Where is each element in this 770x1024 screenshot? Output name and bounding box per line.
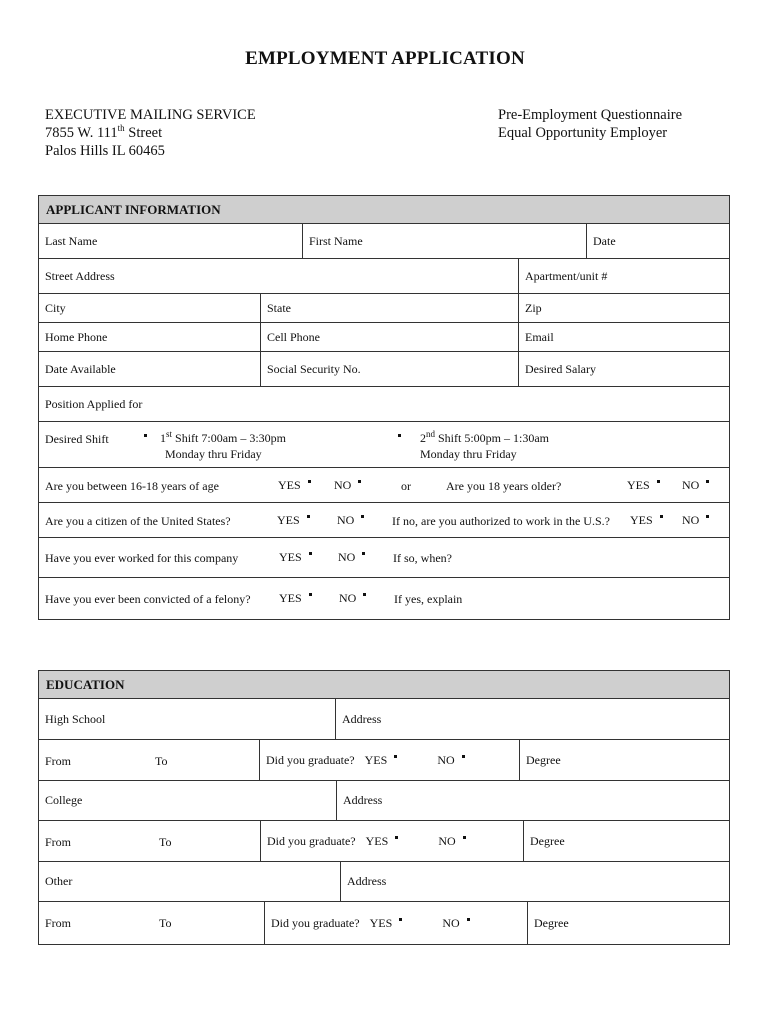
page-title: EMPLOYMENT APPLICATION <box>245 48 525 69</box>
other-address-field[interactable]: Address <box>340 862 729 901</box>
citizen-yes-checkbox <box>307 515 310 518</box>
shift1-days: Monday thru Friday <box>165 447 262 461</box>
date-available-field[interactable]: Date Available <box>45 361 116 376</box>
high-school-field[interactable]: High School <box>45 711 106 726</box>
high-school-yes-checkbox <box>394 755 397 758</box>
worked-yes-option[interactable]: YES <box>279 550 312 565</box>
felony-row <box>39 578 729 619</box>
worked-no-checkbox <box>362 552 365 555</box>
other-row <box>39 862 729 902</box>
other-from[interactable]: From <box>45 916 72 930</box>
citizen-no-checkbox <box>361 515 364 518</box>
felony-no-option[interactable]: NO <box>339 591 366 606</box>
college-from[interactable]: From <box>45 835 72 849</box>
high-school-degree-field[interactable]: Degree <box>519 740 729 780</box>
address-row <box>39 259 729 294</box>
desired-salary-field[interactable]: Desired Salary <box>518 352 729 386</box>
other-to[interactable]: To <box>159 916 172 930</box>
education-heading: EDUCATION <box>39 671 729 699</box>
or-label: or <box>401 479 411 493</box>
over-18-yes-option[interactable]: YES <box>627 478 660 493</box>
high-school-to[interactable]: To <box>155 754 168 768</box>
other-degree-field[interactable]: Degree <box>527 902 729 944</box>
desired-shift-label: Desired Shift <box>45 432 109 446</box>
worked-yes-checkbox <box>309 552 312 555</box>
felony-yes-checkbox <box>309 593 312 596</box>
phone-row <box>39 323 729 352</box>
shift-row <box>39 422 729 468</box>
college-yes-option[interactable]: YES <box>366 834 399 849</box>
worked-row <box>39 538 729 578</box>
eoe-note: Equal Opportunity Employer <box>498 125 668 141</box>
first-name-field[interactable]: First Name <box>302 224 586 258</box>
worked-when-label: If so, when? <box>393 551 452 565</box>
other-yes-checkbox <box>399 918 402 921</box>
high-school-graduate: Did you graduate? YES NO <box>259 740 519 780</box>
last-name-field[interactable]: Last Name <box>45 233 98 248</box>
felony-no-checkbox <box>363 593 366 596</box>
age-yes-option[interactable]: YES <box>278 478 311 493</box>
college-dates-row <box>39 821 729 862</box>
high-school-row <box>39 699 729 740</box>
cell-phone-field[interactable]: Cell Phone <box>260 323 518 351</box>
other-school-field[interactable]: Other <box>45 874 73 888</box>
felony-explain-label: If yes, explain <box>394 592 463 606</box>
date-field[interactable]: Date <box>586 224 729 258</box>
availability-row <box>39 352 729 387</box>
company-city: Palos Hills IL 60465 <box>45 143 165 159</box>
college-address-field[interactable]: Address <box>336 781 729 820</box>
worked-question: Have you ever worked for this company <box>45 551 239 565</box>
age-row <box>39 468 729 503</box>
position-field[interactable]: Position Applied for <box>45 396 143 411</box>
ssn-field[interactable]: Social Security No. <box>260 352 518 386</box>
felony-question: Have you ever been convicted of a felony? <box>45 592 251 606</box>
other-yes-option[interactable]: YES <box>370 916 403 931</box>
college-row <box>39 781 729 821</box>
company-block <box>45 106 256 160</box>
college-to[interactable]: To <box>159 835 172 849</box>
notes-block <box>498 106 682 142</box>
college-graduate: Did you graduate? YES NO <box>260 821 523 861</box>
education-section <box>38 670 730 945</box>
college-no-option[interactable]: NO <box>438 834 465 849</box>
over-18-yes-checkbox <box>657 480 660 483</box>
state-field[interactable]: State <box>260 294 518 322</box>
shift2-label: 2nd Shift 5:00pm – 1:30am <box>420 429 549 445</box>
authorized-yes-option[interactable]: YES <box>630 513 663 528</box>
home-phone-field[interactable]: Home Phone <box>45 329 108 344</box>
citizen-yes-option[interactable]: YES <box>277 513 310 528</box>
over-18-question: Are you 18 years older? <box>446 479 562 493</box>
worked-no-option[interactable]: NO <box>338 550 365 565</box>
authorized-no-option[interactable]: NO <box>682 513 709 528</box>
shift1-checkbox[interactable] <box>144 434 147 437</box>
other-no-option[interactable]: NO <box>442 916 469 931</box>
authorized-no-checkbox <box>706 515 709 518</box>
high-school-yes-option[interactable]: YES <box>365 753 398 768</box>
age-no-checkbox <box>358 480 361 483</box>
citizen-no-option[interactable]: NO <box>337 513 364 528</box>
shift1-label: 1st Shift 7:00am – 3:30pm <box>160 429 287 445</box>
college-no-checkbox <box>463 836 466 839</box>
citizen-question: Are you a citizen of the United States? <box>45 514 231 528</box>
high-school-address-field[interactable]: Address <box>335 699 729 739</box>
citizen-row <box>39 503 729 538</box>
age-question: Are you between 16-18 years of age <box>45 479 219 493</box>
applicant-section <box>38 195 730 620</box>
shift2-days: Monday thru Friday <box>420 447 517 461</box>
zip-field[interactable]: Zip <box>518 294 729 322</box>
high-school-dates-row <box>39 740 729 781</box>
high-school-from[interactable]: From <box>45 754 72 768</box>
authorized-yes-checkbox <box>660 515 663 518</box>
age-no-option[interactable]: NO <box>334 478 361 493</box>
age-yes-checkbox <box>308 480 311 483</box>
over-18-no-option[interactable]: NO <box>682 478 709 493</box>
other-dates-row <box>39 902 729 944</box>
high-school-no-checkbox <box>462 755 465 758</box>
college-field[interactable]: College <box>45 793 83 807</box>
city-field[interactable]: City <box>45 300 66 315</box>
other-graduate: Did you graduate? YES NO <box>264 902 527 944</box>
shift2-checkbox[interactable] <box>398 434 401 437</box>
college-degree-field[interactable]: Degree <box>523 821 729 861</box>
authorized-question: If no, are you authorized to work in the U.S.? <box>392 514 610 528</box>
over-18-no-checkbox <box>706 480 709 483</box>
name-row <box>39 224 729 259</box>
felony-yes-option[interactable]: YES <box>279 591 312 606</box>
street-address-field[interactable]: Street Address <box>45 268 115 283</box>
pre-employment-note: Pre-Employment Questionnaire <box>498 107 683 123</box>
applicant-heading: APPLICANT INFORMATION <box>39 196 729 224</box>
company-street: 7855 W. 111th Street <box>45 123 163 141</box>
college-yes-checkbox <box>395 836 398 839</box>
high-school-no-option[interactable]: NO <box>437 753 464 768</box>
apartment-field[interactable]: Apartment/unit # <box>518 259 729 293</box>
position-row <box>39 387 729 422</box>
email-field[interactable]: Email <box>518 323 729 351</box>
city-row <box>39 294 729 323</box>
company-name: EXECUTIVE MAILING SERVICE <box>45 107 256 123</box>
other-no-checkbox <box>467 918 470 921</box>
